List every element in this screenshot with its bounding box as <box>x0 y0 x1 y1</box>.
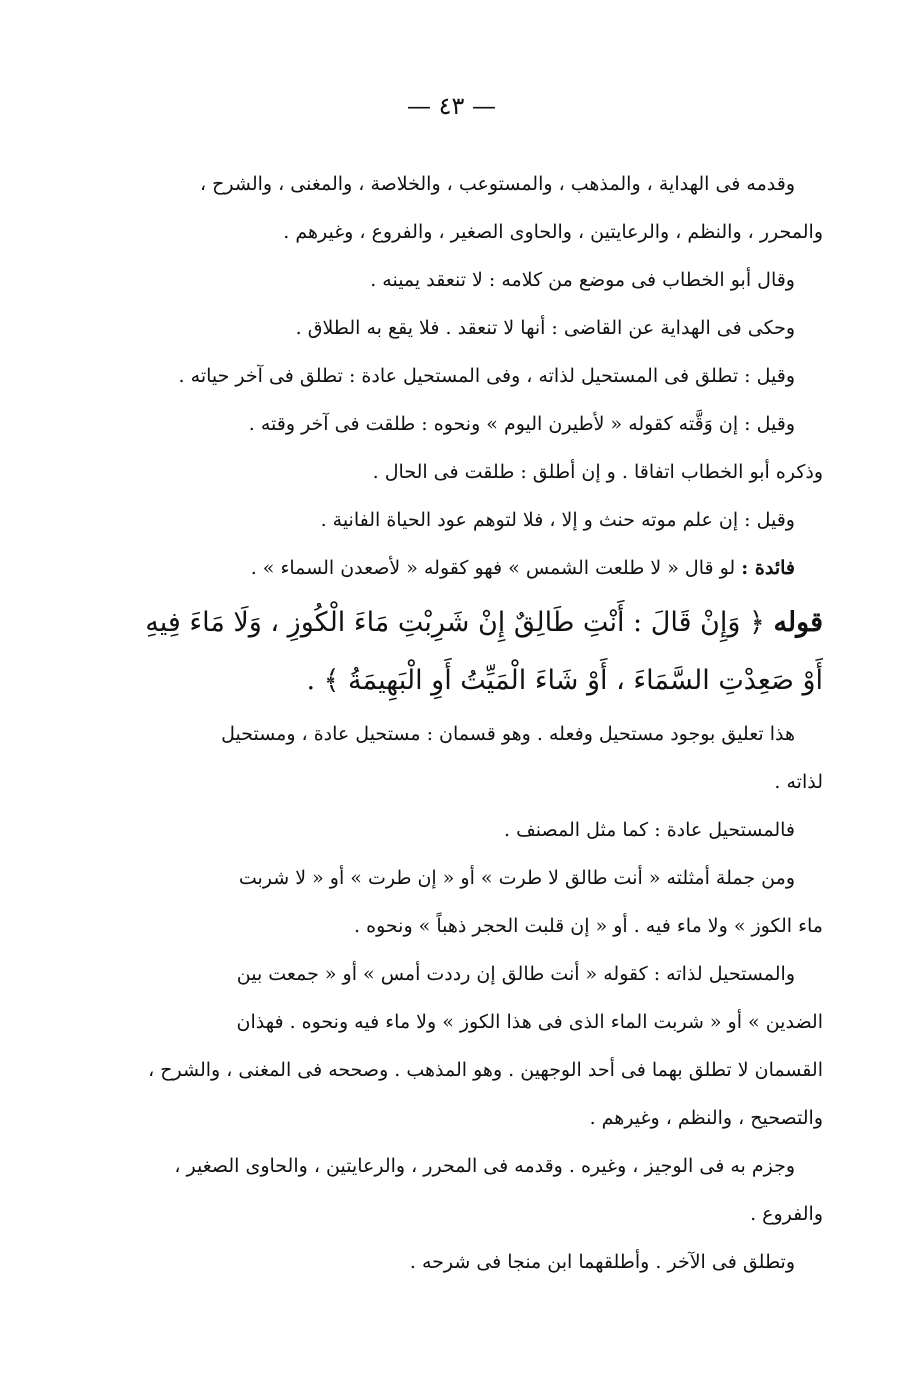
text-line-6: وقيل : إن وَقَّته كقوله « لأطيرن اليوم » ونحوه : طلقت فى آخر وقته . <box>248 413 795 435</box>
text-line-14: فالمستحيل عادة : كما مثل المصنف . <box>504 819 795 841</box>
text-line-20: والتصحيح ، والنظم ، وغيرهم . <box>589 1107 823 1129</box>
text-line-15: ومن جملة أمثلته « أنت طالق لا طرت » أو « إن طرت » أو « لا شربت <box>238 867 795 889</box>
text-line-8: وقيل : إن علم موته حنث و إلا ، فلا لتوهم عود الحياة الفانية . <box>320 509 795 531</box>
text-line-2: والمحرر ، والنظم ، والرعايتين ، والحاوى الصغير ، والفروع ، وغيرهم . <box>283 221 823 243</box>
fact-note-line <box>83 544 823 592</box>
text-line-12: هذا تعليق بوجود مستحيل وفعله . وهو قسمان : مستحيل عادة ، ومستحيل <box>221 723 795 745</box>
text-line-21: وجزم به فى الوجيز ، وغيره . وقدمه فى المحرر ، والرعايتين ، والحاوى الصغير ، <box>174 1155 795 1177</box>
quoted-matn-text-1: ﴿ وَإِنْ قَالَ : أَنْتِ طَالِقٌ إِنْ شَرِبْتِ مَاءَ الْكُوزِ ، وَلَا مَاءَ فِيهِ <box>145 607 765 638</box>
text-line-17: والمستحيل لذاته : كقوله « أنت طالق إن رددت أمس » أو « جمعت بين <box>236 963 795 985</box>
quoted-matn-label: قوله <box>773 607 823 638</box>
text-line-4: وحكى فى الهداية عن القاضى : أنها لا تنعقد . فلا يقع به الطلاق . <box>295 317 795 339</box>
text-line-16: ماء الكوز » ولا ماء فيه . أو « إن قلبت الحجر ذهباً » ونحوه . <box>354 915 823 937</box>
text-line-5: وقيل : تطلق فى المستحيل لذاته ، وفى المستحيل عادة : تطلق فى آخر حياته . <box>178 365 795 387</box>
text-line-23: وتطلق فى الآخر . وأطلقهما ابن منجا فى شرحه . <box>409 1251 795 1273</box>
text-line-22: والفروع . <box>750 1203 823 1225</box>
fact-note-text: لو قال « لا طلعت الشمس » فهو كقوله « لأصعدن السماء » . <box>250 557 736 579</box>
text-line-1: وقدمه فى الهداية ، والمذهب ، والمستوعب ، والخلاصة ، والمغنى ، والشرح ، <box>199 173 795 195</box>
text-line-18: الضدين » أو « شربت الماء الذى فى هذا الكوز » ولا ماء فيه ونحوه . فهذان <box>236 1011 823 1033</box>
fact-note-label: فائدة : <box>741 557 795 579</box>
text-line-3: وقال أبو الخطاب فى موضع من كلامه : لا تنعقد يمينه . <box>370 269 795 291</box>
quoted-matn-line-2: أَوْ صَعِدْتِ السَّمَاءَ ، أَوْ شَاءَ الْمَيِّتُ أَوِ الْبَهِيمَةُ ﴾ . <box>306 665 823 696</box>
body-text <box>83 160 823 1286</box>
page-number: — ٤٣ — <box>406 92 497 120</box>
text-line-7: وذكره أبو الخطاب اتفاقا . و إن أطلق : طلقت فى الحال . <box>372 461 823 483</box>
text-line-19: القسمان لا تطلق بهما فى أحد الوجهين . وهو المذهب . وصححه فى المغنى ، والشرح ، <box>148 1059 823 1081</box>
quoted-matn-line-1 <box>83 594 823 652</box>
text-line-13: لذاته . <box>774 771 823 793</box>
